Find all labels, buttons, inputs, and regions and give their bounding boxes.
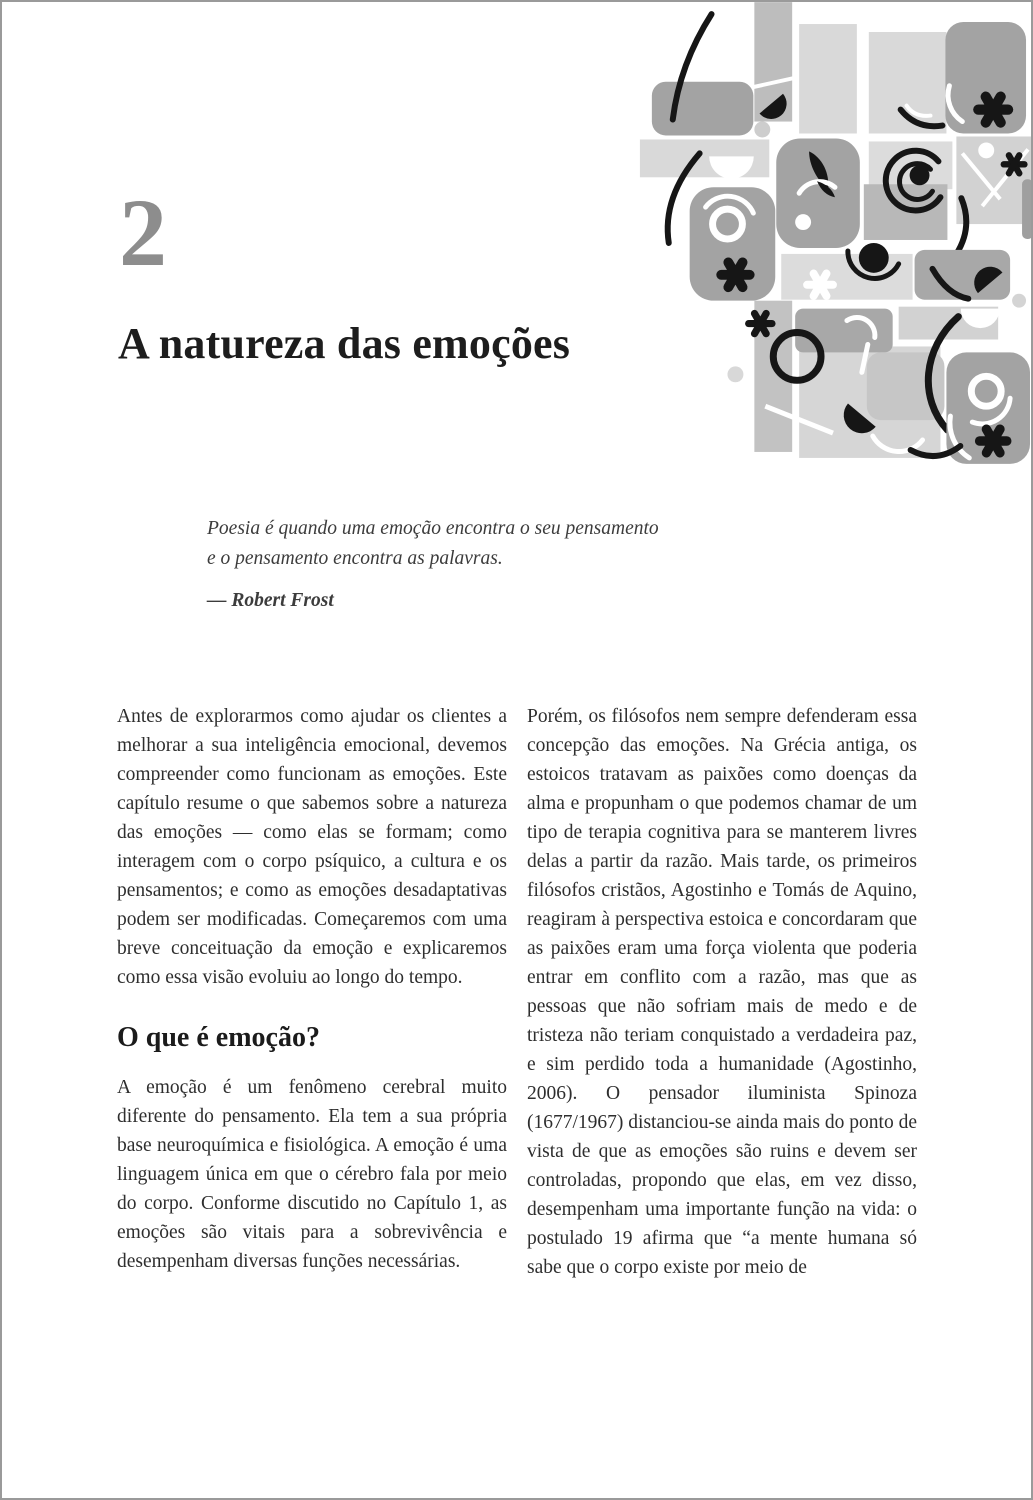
epigraph-line-1: Poesia é quando uma emoção encontra o seu pensamento bbox=[207, 518, 659, 539]
epigraph-attribution: — Robert Frost bbox=[207, 590, 334, 611]
section-heading: O que é emoção? bbox=[117, 1022, 320, 1053]
left-column bbox=[117, 702, 507, 1282]
body-paragraph: A emoção é um fenômeno cerebral muito diferente do pensamento. Ela tem a sua própria base neuroquímica e fisiológica. A emoção é uma linguagem única em que o cérebro fala por meio do corpo. Conforme discutido no Capítulo 1, as emoções são vitais para a sobrevivência e desempenham diversas funções necessárias. bbox=[117, 1077, 507, 1272]
epigraph-line-2: e o pensamento encontra as palavras. bbox=[207, 548, 503, 569]
chapter-title: A natureza das emoções bbox=[118, 319, 571, 368]
body-paragraph: Antes de explorarmos como ajudar os clientes a melhorar a sua inteligência emocional, devemos compreender como funcionam as emoções. Este capítulo resume o que sabemos sobre a natureza das emoções — como elas se formam; como interagem com o corpo psíquico, a cultura e os pensamentos; e como as emoções desadaptativas podem ser modificadas. Começaremos com uma breve conceituação da emoção e explicaremos como essa visão evoluiu ao longo do tempo. bbox=[117, 706, 507, 988]
abstract-collage-art bbox=[622, 2, 1033, 470]
body-paragraph: Porém, os filósofos nem sempre defenderam essa concepção das emoções. Na Grécia antiga, os estoicos tratavam as paixões como doenças da alma e propunham o que podemos chamar de um tipo de terapia cognitiva para se manterem livres delas a partir da razão. Mais tarde, os primeiros filósofos cristãos, Agostinho e Tomás de Aquino, reagiram à perspectiva estoica e concordaram que as paixões eram uma força violenta que poderia entrar em conflito com a razão, mas que as pessoas que não sofriam mais de medo e de tristeza não teriam conquistado a verdadeira paz, e sim perdido toda a humanidade (Agostinho, 2006). O pensador iluminista Spinoza (1677/1967) distanciou-se ainda mais do ponto de vista de que as emoções são ruins e devem ser controladas, propondo que elas, em vez disso, desempenham uma importante função na vida: o postulado 19 afirma que “a mente humana só sabe que o corpo existe por meio de bbox=[527, 706, 917, 1278]
body-columns bbox=[117, 702, 917, 1282]
right-column bbox=[527, 702, 917, 1282]
epigraph bbox=[207, 514, 687, 616]
chapter-number: 2 bbox=[119, 179, 167, 286]
